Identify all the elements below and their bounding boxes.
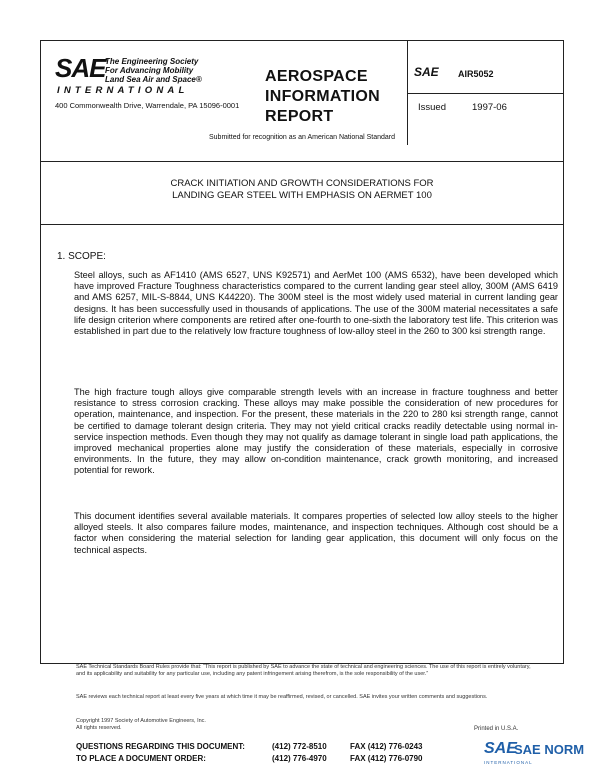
issued-label: Issued bbox=[418, 102, 446, 113]
review-note: SAE reviews each technical report at least every five years at which time it may be reaffirmed, revised, or cancelled. SAE invites your written comments and suggestions. bbox=[76, 694, 488, 700]
copyright: Copyright 1997 Society of Automotive Engineers, Inc. All rights reserved. bbox=[76, 718, 206, 731]
document-title bbox=[41, 162, 563, 225]
sae-logo-international: INTERNATIONAL bbox=[57, 85, 189, 96]
sae-norm-subtext: INTERNATIONAL bbox=[484, 760, 533, 765]
sae-logo-mark: SAE bbox=[55, 53, 106, 83]
sae-norm-text: SAE NORM bbox=[514, 742, 585, 757]
scope-paragraph-3: This document identifies several available materials. It compares properties of selected low alloy steels to the higher alloyed steels. It also compares failure modes, maintenance, and inspection techniques. Although cost should be a factor when considering the material selection for landing gear application, this document will only focus on the technical aspects. bbox=[74, 511, 558, 555]
document-id-cell bbox=[407, 41, 564, 145]
printed-in: Printed in U.S.A. bbox=[474, 726, 519, 732]
title-line-2: LANDING GEAR STEEL WITH EMPHASIS ON AERMET 100 bbox=[172, 190, 432, 201]
divider bbox=[408, 93, 564, 94]
scope-paragraph-2: The high fracture tough alloys give comparable strength levels with an increase in fracture toughness and better resistance to stress corrosion cracking. These alloys may make possible the consideration of new procedures for operation, maintenance, and inspection. For the present, these materials in the 220 to 280 ksi strength range, cannot be certified to damage tolerant design criteria. They may not yield critical cracks readily detectable using normal in-service inspection methods. Even though they may not qualify as damage tolerant in single load path applications, the improved mechanical properties alone may justify the consideration of these materials, especially in corrosive environments. In the future, they may allow on-condition maintenance, crack growth monitoring, and increased potential for rework. bbox=[74, 387, 558, 476]
scope-paragraph-1: Steel alloys, such as AF1410 (AMS 6527, UNS K92571) and AerMet 100 (AMS 6532), have been developed which have improved Fracture Toughness characteristics compared to the current landing gear steel alloy, 300M (AMS 6419 and AMS 6257, MIL-S-8844, UNS K44220). The 300M steel is the most widely used material in current landing gear designs. It has been successfully used in thousands of applications. The use of the 300M material necessitates a safe life design criterion where components are retired after one-fourth to one-sixth the laboratory test life. This criterion was established in part due to the relatively low fracture toughness of low-alloy steel in the 260 to 300 ksi strength range. bbox=[74, 270, 558, 337]
ansi-submission-note: Submitted for recognition as an American National Standard bbox=[209, 134, 395, 141]
issued-date: 1997-06 bbox=[472, 102, 507, 113]
sae-norm-logo bbox=[484, 740, 594, 770]
document-type: AEROSPACE INFORMATION REPORT bbox=[265, 68, 380, 125]
section-heading-scope: 1. SCOPE: bbox=[57, 251, 106, 262]
document-number: AIR5052 bbox=[458, 69, 494, 79]
sae-international-logo bbox=[55, 55, 225, 99]
title-line-1: CRACK INITIATION AND GROWTH CONSIDERATIONS FOR bbox=[170, 178, 434, 189]
standards-board-note: SAE Technical Standards Board Rules provide that: “This report is published by SAE to advance the state of technical and engineering sciences. The use of this report is entirely voluntary, and its applicability and suitability for any particular use, including any patent infringement arising therefrom, is the sole responsibility of the user.” bbox=[76, 664, 531, 677]
sae-small-logo: SAE bbox=[414, 65, 439, 79]
sae-norm-mark: SAE bbox=[484, 740, 517, 757]
sae-logo-society-text: The Engineering Society For Advancing Mobility Land Sea Air and Space® bbox=[105, 57, 202, 84]
document-header bbox=[41, 41, 563, 162]
document-frame bbox=[40, 40, 564, 664]
address: 400 Commonwealth Drive, Warrendale, PA 15096-0001 bbox=[55, 101, 240, 110]
